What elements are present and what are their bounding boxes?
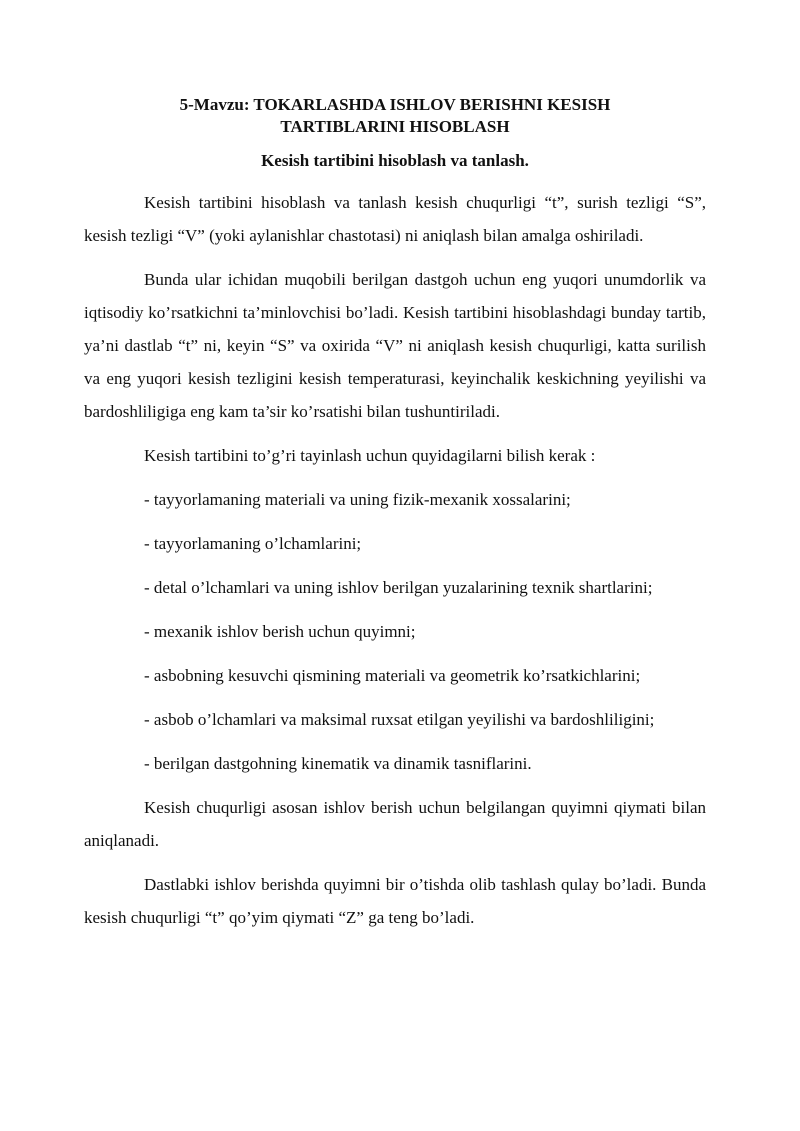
paragraph-intro-2: Bunda ular ichidan muqobili berilgan dastgoh uchun eng yuqori unumdorlik va iqtisodiy ko’rsatkichni ta’minlovchisi bo’ladi. Kesish tartibini hisoblashdagi bunday tartib, ya’ni dastlab “t” ni, keyin “S” va oxirida “V” ni aniqlash kesish chuqurligi, katta surilish va eng yuqori kesish tezligini kesish temperaturasi, keyinchalik keskichning yeyilishi va bardoshliligiga eng kam ta’sir ko’rsatishi bilan tushuntiriladi. bbox=[84, 270, 706, 421]
document-title bbox=[84, 94, 706, 138]
document-subtitle: Kesish tartibini hisoblash va tanlash. bbox=[261, 151, 529, 170]
paragraph-intro-1: Kesish tartibini hisoblash va tanlash kesish chuqurligi “t”, surish tezligi “S”, kesish tezligi “V” (yoki aylanishlar chastotasi) ni aniqlash bilan amalga oshiriladi. bbox=[84, 193, 706, 245]
list-item: - berilgan dastgohning kinematik va dinamik tasniflarini. bbox=[144, 754, 532, 773]
list-item: - detal o’lchamlari va uning ishlov berilgan yuzalarining texnik shartlarini; bbox=[144, 578, 653, 597]
list-item: - asbobning kesuvchi qismining materiali va geometrik ko’rsatkichlarini; bbox=[144, 666, 641, 685]
list-item: - tayyorlamaning o’lchamlarini; bbox=[144, 534, 362, 553]
paragraph-outro-1: Kesish chuqurligi asosan ishlov berish uchun belgilangan quyimni qiymati bilan aniqlanadi. bbox=[84, 798, 706, 850]
paragraph-intro-3: Kesish tartibini to’g’ri tayinlash uchun quyidagilarni bilish kerak : bbox=[144, 446, 596, 465]
document-body bbox=[84, 94, 706, 934]
title-line-2: TARTIBLARINI HISOBLASH bbox=[280, 117, 510, 136]
list-item: - tayyorlamaning materiali va uning fizik-mexanik xossalarini; bbox=[144, 490, 571, 509]
title-line-1: 5-Mavzu: TOKARLASHDA ISHLOV BERISHNI KESISH bbox=[179, 95, 611, 114]
list-item: - mexanik ishlov berish uchun quyimni; bbox=[144, 622, 416, 641]
list-item: - asbob o’lchamlari va maksimal ruxsat etilgan yeyilishi va bardoshliligini; bbox=[144, 710, 655, 729]
paragraph-outro-2: Dastlabki ishlov berishda quyimni bir o’tishda olib tashlash qulay bo’ladi. Bunda kesish chuqurligi “t” qo’yim qiymati “Z” ga teng bo’ladi. bbox=[84, 875, 706, 927]
